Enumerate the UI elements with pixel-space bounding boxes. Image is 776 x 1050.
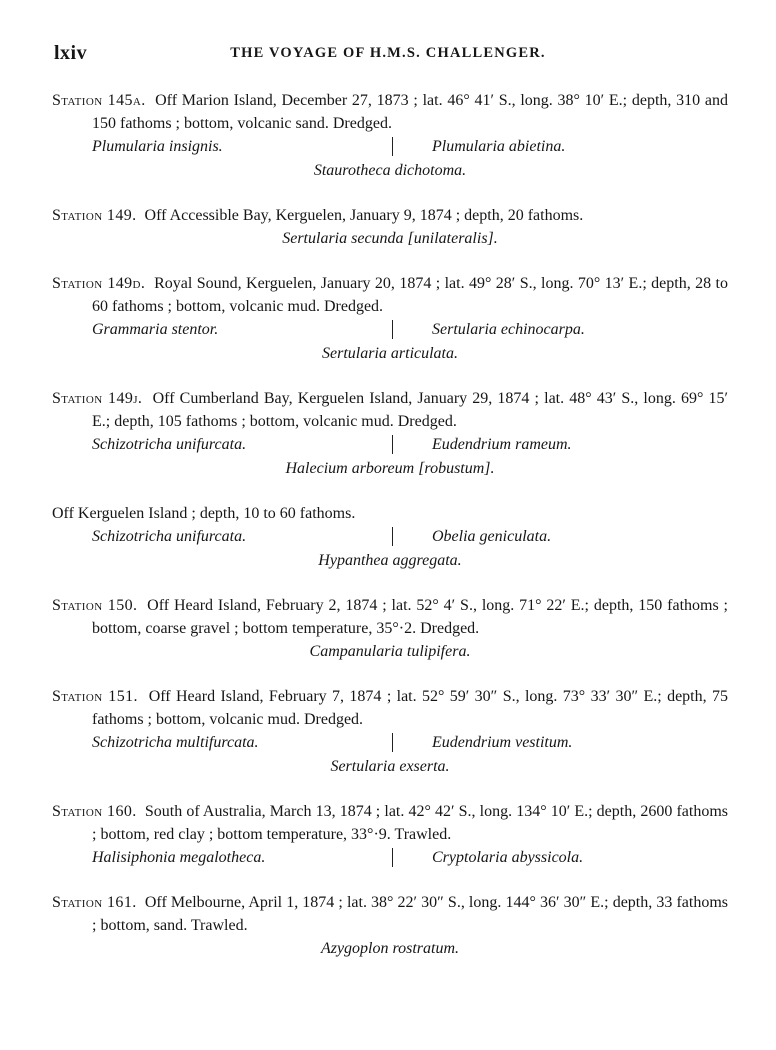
species-center: Sertularia articulata. [322,345,458,362]
station-description [52,204,728,227]
species-right: Sertularia echinocarpa. [432,321,585,338]
species-center: Campanularia tulipifera. [309,643,471,660]
column-divider [392,435,393,454]
species-right: Plumularia abietina. [432,138,566,155]
column-divider [392,527,393,546]
running-title: THE VOYAGE OF H.M.S. CHALLENGER. [230,45,546,61]
column-divider [392,733,393,752]
species-right: Eudendrium vestitum. [432,734,573,751]
station-details: Off Accessible Bay, Kerguelen, January 9, 1874 ; depth, 20 fathoms. [144,207,584,224]
station-details: Off Heard Island, February 2, 1874 ; lat. 52° 4′ S., long. 71° 22′ E.; depth, 150 fathoms ; bottom, coarse gravel ; bottom temperature, 35°·2. Dredged. [92,597,729,637]
station-entry-151 [52,685,728,779]
species-center: Hypanthea aggregata. [318,552,462,569]
station-label: Station 151. [52,688,138,705]
station-description [52,891,728,937]
species-right: Eudendrium rameum. [432,436,572,453]
station-label: Station 149d. [52,275,146,292]
station-description [52,594,728,640]
station-entry-kerguelen [52,502,728,573]
station-entry-149 [52,204,728,251]
station-details: Off Cumberland Bay, Kerguelen Island, January 29, 1874 ; lat. 48° 43′ S., long. 69° 15′ E.; depth, 105 fathoms ; bottom, volcanic mud. Dredged. [92,390,728,430]
station-label: Station 145a. [52,92,146,109]
station-label: Station 161. [52,894,137,911]
station-details: Royal Sound, Kerguelen, January 20, 1874 ; lat. 49° 28′ S., long. 70° 13′ E.; depth, 28 to 60 fathoms ; bottom, volcanic mud. Dredged. [92,275,728,315]
station-entry-149d [52,272,728,366]
species-row [52,433,728,457]
species-row [52,846,728,870]
species-row [52,731,728,755]
column-divider [392,848,393,867]
station-description [52,272,728,318]
station-description [52,800,728,846]
species-center: Sertularia secunda [unilateralis]. [282,230,498,247]
station-description [52,502,728,525]
station-entry-161 [52,891,728,961]
species-left: Schizotricha unifurcata. [92,436,247,453]
species-left: Schizotricha unifurcata. [92,528,247,545]
station-entry-145a [52,89,728,183]
station-description [52,387,728,433]
species-center: Sertularia exserta. [330,758,450,775]
station-details: Off Marion Island, December 27, 1873 ; lat. 46° 41′ S., long. 38° 10′ E.; depth, 310 and 150 fathoms ; bottom, volcanic sand. Dredged. [92,92,728,132]
species-right: Obelia geniculata. [432,528,552,545]
species-left: Schizotricha multifurcata. [92,734,259,751]
station-entry-149j [52,387,728,481]
station-details: Off Kerguelen Island ; depth, 10 to 60 fathoms. [52,505,356,522]
species-left: Plumularia insignis. [92,138,223,155]
species-center: Azygoplon rostratum. [320,940,460,957]
station-entry-160 [52,800,728,870]
species-row [52,525,728,549]
station-label: Station 149j. [52,390,143,407]
station-details: Off Melbourne, April 1, 1874 ; lat. 38° 22′ 30″ S., long. 144° 36′ 30″ E.; depth, 33 fathoms ; bottom, sand. Trawled. [92,894,728,934]
species-center: Halecium arboreum [robustum]. [285,460,495,477]
page-number: lxiv [54,42,88,64]
station-details: Off Heard Island, February 7, 1874 ; lat. 52° 59′ 30″ S., long. 73° 33′ 30″ E.; depth, 75 fathoms ; bottom, volcanic mud. Dredged. [92,688,729,728]
station-details: South of Australia, March 13, 1874 ; lat. 42° 42′ S., long. 134° 10′ E.; depth, 2600 fathoms ; bottom, red clay ; bottom temperature, 33°·9. Trawled. [92,803,728,843]
station-label: Station 160. [52,803,137,820]
page-header [0,42,776,70]
species-row [52,318,728,342]
station-description [52,89,728,135]
station-entry-150 [52,594,728,664]
station-label: Station 150. [52,597,138,614]
station-description [52,685,728,731]
species-left: Grammaria stentor. [92,321,219,338]
column-divider [392,320,393,339]
station-label: Station 149. [52,207,137,224]
station-list [52,89,728,961]
column-divider [392,137,393,156]
species-left: Halisiphonia megalotheca. [92,849,266,866]
species-row [52,135,728,159]
species-right: Cryptolaria abyssicola. [432,849,584,866]
species-center: Staurotheca dichotoma. [313,162,467,179]
